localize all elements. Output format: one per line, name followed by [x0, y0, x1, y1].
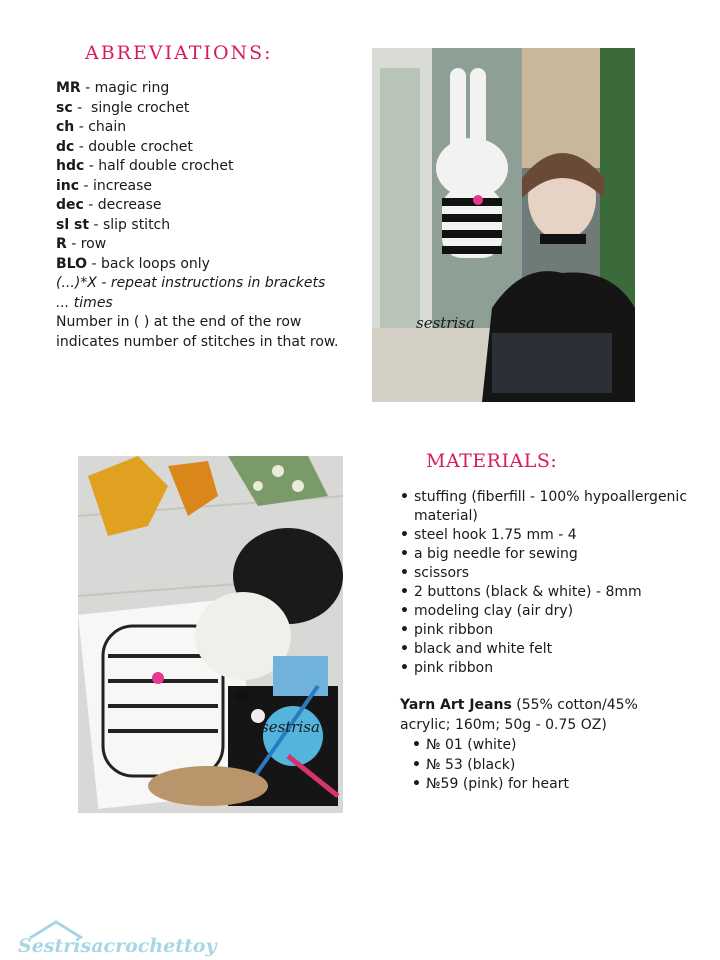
material-item: • steel hook 1.75 mm - 4	[400, 526, 700, 545]
materials-list	[400, 488, 700, 678]
materials-title: MATERIALS:	[426, 450, 558, 472]
repeat-instruction-cont: ... times	[56, 294, 113, 311]
abbr-item: sc - single crochet	[56, 99, 190, 116]
abbreviations-list	[56, 79, 356, 352]
yarn-color-item: • № 01 (white)	[412, 736, 569, 756]
material-item: • a big needle for sewing	[400, 545, 700, 564]
abbr-item: R - row	[56, 236, 107, 252]
abbr-item: dc - double crochet	[56, 138, 193, 155]
abbreviations-title: ABREVIATIONS:	[85, 42, 273, 64]
yarn-color-item: • № 53 (black)	[412, 756, 569, 776]
material-item: • black and white felt	[400, 640, 700, 659]
abbr-item: inc - increase	[56, 177, 153, 194]
repeat-instruction: (...)*X - repeat instructions in brackets	[56, 275, 326, 291]
brand-name: Sestrisacrochettoy	[18, 935, 217, 957]
material-item: • stuffing (fiberfill - 100% hypoallergenic material)	[400, 488, 700, 526]
material-item: • 2 buttons (black & white) - 8mm	[400, 583, 700, 602]
stitch-count-note: Number in ( ) at the end of the row indicates number of stitches in that row.	[56, 314, 339, 350]
abbr-item: MR - magic ring	[56, 80, 170, 96]
material-item: • modeling clay (air dry)	[400, 602, 700, 621]
material-item: • pink ribbon	[400, 659, 700, 678]
photo-girl-with-bunny	[372, 48, 635, 402]
yarn-colors-list	[412, 736, 569, 795]
photo-watermark: sestrisa	[416, 314, 475, 332]
photo-materials-flatlay	[78, 456, 343, 813]
abbr-item: ch - chain	[56, 119, 127, 135]
abbr-item: hdc - half double crochet	[56, 158, 234, 174]
abbr-item: sl st - slip stitch	[56, 216, 171, 233]
abbr-item: dec - decrease	[56, 197, 162, 213]
yarn-color-item: • №59 (pink) for heart	[412, 775, 569, 795]
material-item: • scissors	[400, 564, 700, 583]
yarn-description: Yarn Art Jeans (55% cotton/45% acrylic; 160m; 50g - 0.75 OZ)	[400, 697, 638, 733]
material-item: • pink ribbon	[400, 621, 700, 640]
brand-logo	[16, 918, 226, 960]
photo-watermark: sestrisa	[261, 718, 320, 736]
abbr-item: BLO - back loops only	[56, 255, 210, 272]
